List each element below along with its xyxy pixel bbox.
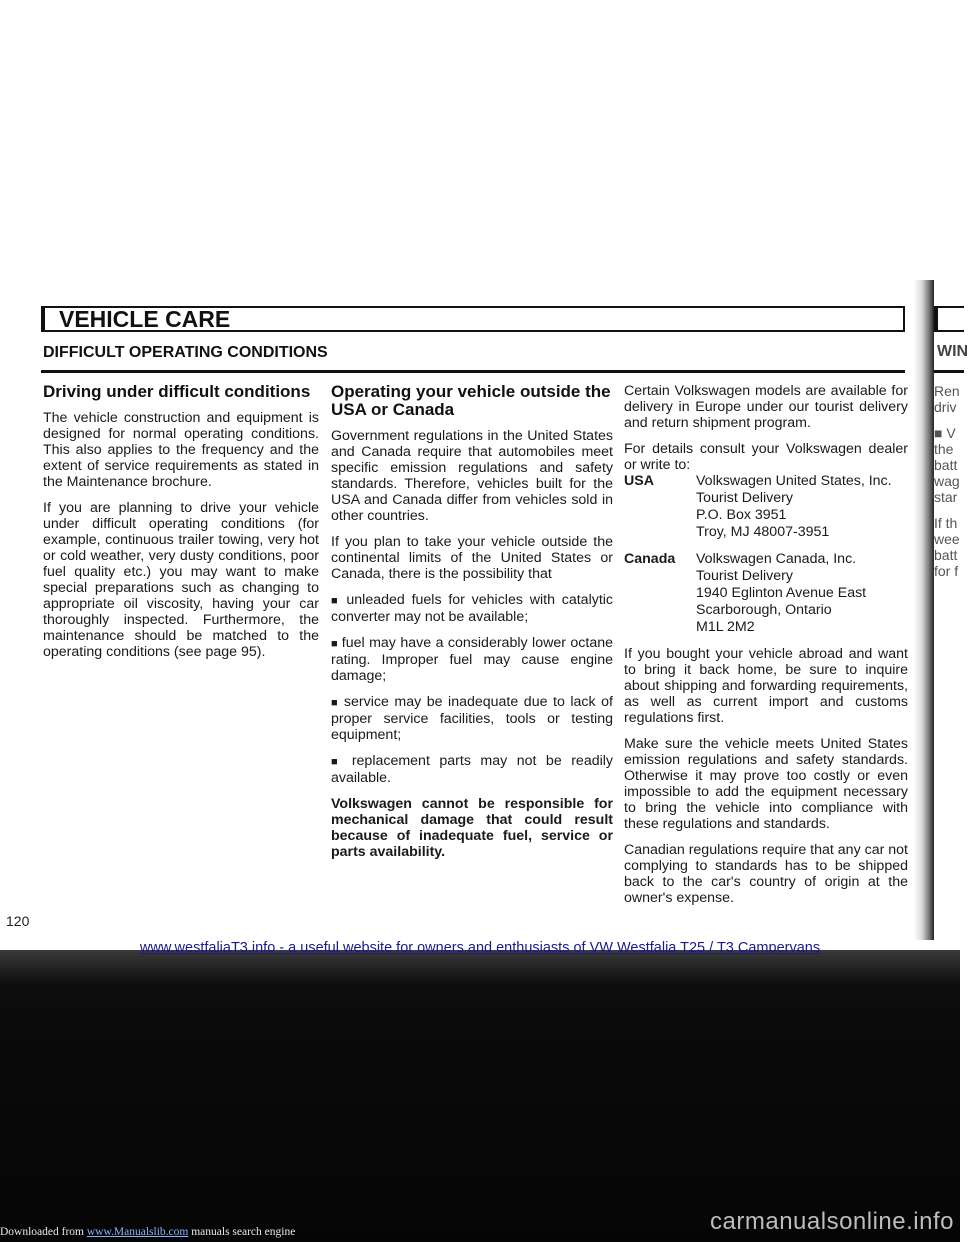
heading-outside-usa: Operating your vehicle outside the USA or Canada: [331, 382, 611, 419]
download-suffix: manuals search engine: [191, 1226, 296, 1238]
address-line: Volkswagen Canada, Inc.: [696, 551, 857, 567]
address-line: 1940 Eglinton Avenue East: [696, 585, 867, 601]
fragment-line: wee: [934, 531, 960, 547]
warning-text: Volkswagen cannot be responsible for mechanical damage that could result because of inadequate fuel, service or parts availability.: [331, 796, 613, 860]
paragraph: Certain Volkswagen models are available for delivery in Europe under our tourist delivery and return shipment program.: [624, 383, 908, 431]
address-label: USA: [624, 473, 654, 489]
paragraph: If you are planning to drive your vehicle under difficult operating conditions (for example, continuous trailer towing, very hot or cold weather, very dusty conditions, poor fuel quality etc.) you may want to make special preparations such as changing to appropriate oil viscosity, having your car thoroughly inspected. Furthermore, the maintenance should be matched to the operating conditions (see page 95).: [43, 500, 319, 660]
chapter-title-bar: [41, 306, 905, 332]
address-line: P.O. Box 3951: [696, 507, 787, 523]
scan-dark-band: [0, 950, 960, 1242]
bullet-item: ■ service may be inadequate due to lack of proper service facilities, tools or testing equipment;: [331, 694, 613, 743]
manualslib-link[interactable]: www.Manualslib.com: [86, 1226, 189, 1238]
download-prefix: Downloaded from: [0, 1226, 84, 1238]
next-page-title-bar: [934, 306, 964, 332]
next-page-title-fragment: WIN: [937, 343, 968, 360]
paragraph: For details consult your Volkswagen dealer or write to:: [624, 441, 908, 473]
column-outside-usa: [331, 383, 613, 870]
address-line: Volkswagen United States, Inc.: [696, 473, 892, 489]
paragraph: Canadian regulations require that any car not complying to standards has to be shipped back to the car's country of origin at the owner's expense.: [624, 842, 908, 906]
heading-driving-difficult: Driving under difficult conditions: [43, 382, 311, 401]
next-page-divider: [934, 370, 964, 373]
section-divider: [41, 370, 905, 373]
paragraph: Government regulations in the United States and Canada require that automobiles meet specific emission regulations and safety standards. Therefore, vehicles built for the USA and Canada differ from vehicles sold in other countries.: [331, 428, 613, 524]
download-credit: [0, 1226, 295, 1238]
column-difficult-conditions: [43, 383, 319, 670]
fragment-line: [934, 415, 964, 425]
fragment-line: batt: [934, 457, 958, 473]
fragment-line: the: [934, 441, 954, 457]
fragment-line: Ren: [934, 383, 960, 399]
chapter-title: VEHICLE CARE: [59, 306, 231, 332]
address-line: M1L 2M2: [696, 619, 755, 635]
paragraph: Make sure the vehicle meets United States emission regulations and safety standards. Otherwise it may prove too costly or even impossible to add the equipment necessary to bring the vehicle into compliance with these regulations and standards.: [624, 736, 908, 832]
website-banner-link[interactable]: www.westfaliaT3.info - a useful website for owners and enthusiasts of VW Westfalia T25 / T3 Campervans: [139, 940, 821, 956]
column-tourist-delivery: [624, 383, 908, 916]
fragment-line: batt: [934, 547, 958, 563]
fragment-line: wag: [934, 473, 960, 489]
fragment-line: [934, 505, 964, 515]
address-canada: [624, 551, 908, 636]
next-page-text-fragment: [934, 383, 964, 579]
paragraph: If you plan to take your vehicle outside the continental limits of the United States or Canada, there is the possibility that: [331, 534, 613, 582]
address-label: Canada: [624, 551, 676, 567]
bullet-item: ■ fuel may have a considerably lower octane rating. Improper fuel may cause engine damage;: [331, 635, 613, 684]
address-usa: [624, 473, 908, 541]
page-number: 120: [6, 913, 30, 929]
fragment-line: ■ V: [934, 425, 956, 441]
address-line: Tourist Delivery: [696, 568, 793, 584]
address-line: Troy, MJ 48007-3951: [696, 524, 830, 540]
page-gutter-shadow: [914, 280, 934, 940]
section-title: DIFFICULT OPERATING CONDITIONS: [43, 344, 328, 361]
paragraph: If you bought your vehicle abroad and want to bring it back home, be sure to inquire about shipping and forwarding requirements, as well as current import and customs regulations first.: [624, 646, 908, 726]
bullet-item: ■ replacement parts may not be readily available.: [331, 753, 613, 786]
paragraph: The vehicle construction and equipment is designed for normal operating conditions. This also applies to the frequency and the extent of service requirements as stated in the Maintenance brochure.: [43, 410, 319, 490]
address-line: Tourist Delivery: [696, 490, 793, 506]
fragment-line: If th: [934, 515, 958, 531]
address-line: Scarborough, Ontario: [696, 602, 832, 618]
fragment-line: driv: [934, 399, 957, 415]
fragment-line: for f: [934, 563, 959, 579]
watermark-brand: carmanualsonline.info: [710, 1208, 954, 1235]
fragment-line: star: [934, 489, 958, 505]
bullet-item: ■ unleaded fuels for vehicles with catalytic converter may not be available;: [331, 592, 613, 625]
